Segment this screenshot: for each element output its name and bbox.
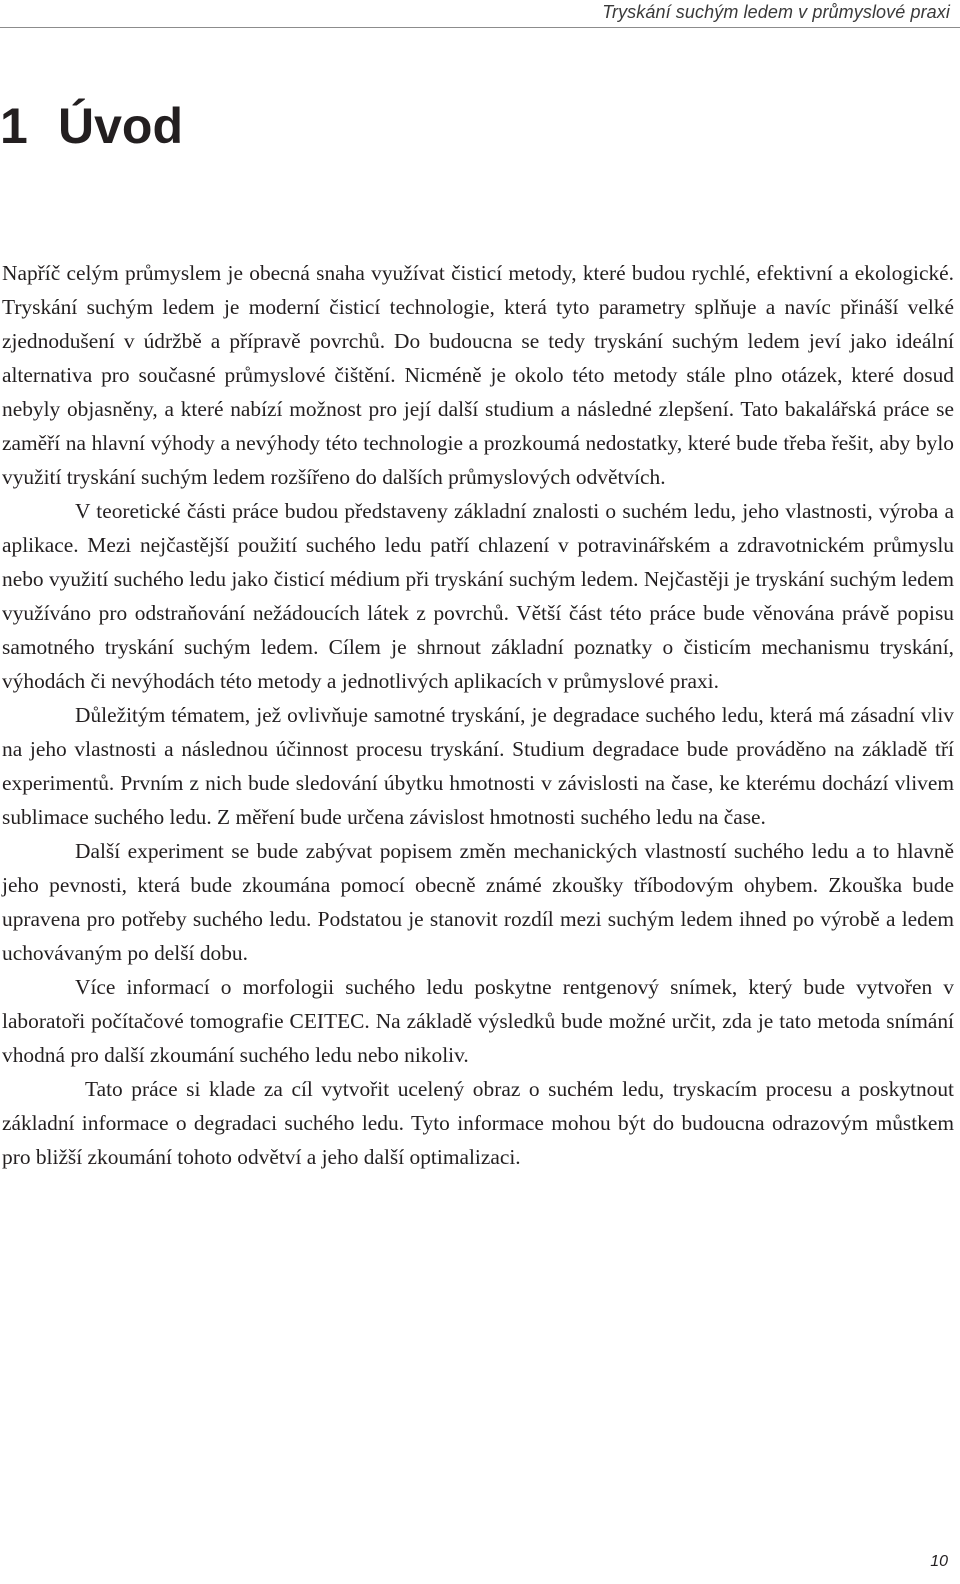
- body-text: [2, 256, 954, 1174]
- paragraph-degradation: Důležitým tématem, jež ovlivňuje samotné tryskání, je degradace suchého ledu, která má zásadní vliv na jeho vlastnosti a následnou účinnost procesu tryskání. Studium degradace bude prováděno na základě tří experimentů. Prvním z nich bude sledování úbytku hmotnosti v závislosti na čase, ke kterému dochází vlivem sublimace suchého ledu. Z měření bude určena závislost hmotnosti suchého ledu na čase.: [2, 703, 954, 829]
- paragraph-morphology: Více informací o morfologii suchého ledu poskytne rentgenový snímek, který bude vytvořen v laboratoři počítačové tomografie CEITEC. Na základě výsledků bude možné určit, zda je tato metoda snímání vhodná pro další zkoumání suchého ledu nebo nikoliv.: [2, 975, 954, 1067]
- running-header: Tryskání suchým ledem v průmyslové praxi: [602, 2, 950, 22]
- chapter-number: 1: [0, 98, 28, 154]
- paragraph-intro: Napříč celým průmyslem je obecná snaha využívat čisticí metody, které budou rychlé, efektivní a ekologické. Tryskání suchým ledem je moderní čisticí technologie, která tyto parametry splňuje a navíc přináší velké zjednodušení v údržbě a přípravě povrchů. Do budoucna se tedy tryskání suchým ledem jeví jako ideální alternativa pro současné průmyslové čištění. Nicméně je okolo této metody stále plno otázek, které dosud nebyly objasněny, a které nabízí možnost pro její další studium a následné zlepšení. Tato bakalářská práce se zaměří na hlavní výhody a nevýhody této technologie a prozkoumá nedostatky, které bude třeba řešit, aby bylo využití tryskání suchým ledem rozšířeno do dalších průmyslových odvětvích.: [2, 261, 954, 489]
- paragraph-mechanical: Další experiment se bude zabývat popisem změn mechanických vlastností suchého ledu a to hlavně jeho pevnosti, která bude zkoumána pomocí obecně známé zkoušky tříbodovým ohybem. Zkouška bude upravena pro potřeby suchého ledu. Podstatou je stanovit rozdíl mezi suchým ledem ihned po výrobě a ledem uchovávaným po delší dobu.: [2, 839, 954, 965]
- paragraph-theory: V teoretické části práce budou představeny základní znalosti o suchém ledu, jeho vlastnosti, výroba a aplikace. Mezi nejčastější použití suchého ledu patří chlazení v potravinářském a zdravotnickém průmyslu nebo využití suchého ledu jako čisticí médium při tryskání suchým ledem. Nejčastěji je tryskání suchým ledem využíváno pro odstraňování nežádoucích látek z povrchů. Větší část této práce bude věnována právě popisu samotného tryskání suchým ledem. Cílem je shrnout základní poznatky o čisticím mechanismu tryskání, výhodách či nevýhodách této metody a jednotlivých aplikacích v průmyslové praxi.: [2, 499, 954, 693]
- header-divider: [0, 27, 960, 28]
- paragraph-goal: Tato práce si klade za cíl vytvořit ucelený obraz o suchém ledu, tryskacím procesu a poskytnout základní informace o degradaci suchého ledu. Tyto informace mohou být do budoucna odrazovým můstkem pro bližší zkoumání tohoto odvětví a jeho další optimalizaci.: [2, 1077, 954, 1169]
- page-number: 10: [930, 1553, 948, 1570]
- chapter-heading: [0, 96, 183, 156]
- chapter-title: Úvod: [58, 98, 183, 154]
